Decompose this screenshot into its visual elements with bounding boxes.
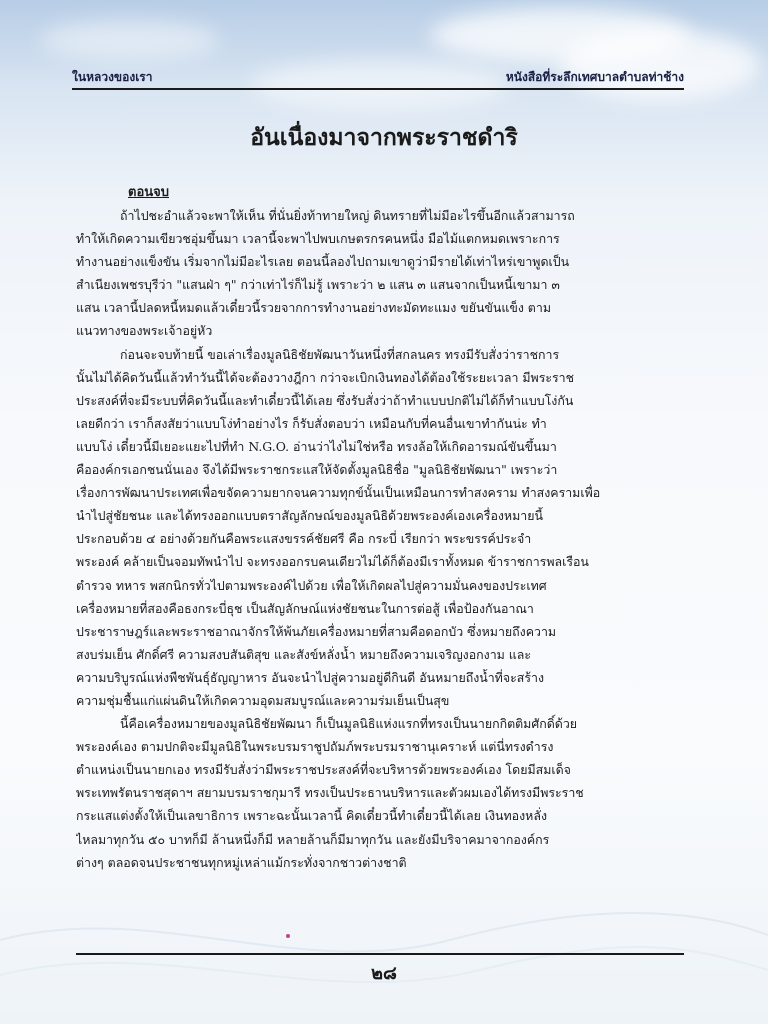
text-line: ถ้าไปชะอำแล้วจะพาให้เห็น ที่นั่นยิ่งท้าทายใหญ่ ดินทรายที่ไม่มีอะไรขึ้นอีกแล้วสามารถ xyxy=(120,208,575,223)
header-divider xyxy=(72,88,684,90)
text-line: นี้คือเครื่องหมายของมูลนิธิชัยพัฒนา ก็เป็นมูลนิธิแห่งแรกที่ทรงเป็นนายกกิตติมศักดิ์ด้วย xyxy=(120,716,578,732)
text-line: แบบโง่ เดี๋ยวนี้มีเยอะแยะไปที่ทำ N.G.O. อ่านว่าไงไม่ใช่หรือ ทรงล้อให้เกิดอารมณ์ขันขึ้นมา xyxy=(76,438,557,454)
running-header xyxy=(72,63,684,87)
text-line: นำไปสู่ชัยชนะ และได้ทรงออกแบบตราสัญลักษณ์ของมูลนิธิด้วยพระองค์เองเครื่องหมายนี้ xyxy=(76,508,543,524)
header-right-title: หนังสือที่ระลึกเทศบาลตำบลท่าช้าง xyxy=(505,70,684,84)
text-line: นั้นไม่ได้คิดวันนี้แล้วทำวันนี้ได้จะต้องวางฎีกา กว่าจะเบิกเงินทองได้ต้องใช้ระยะเวลา มีพระราช xyxy=(76,369,575,385)
text-line: ความบริบูรณ์แห่งพืชพันธุ์ธัญญาหาร อันจะนำไปสู่ความอยู่ดีกินดี อันหมายถึงน้ำที่จะสร้าง xyxy=(76,669,544,685)
text-line: แนวทางของพระเจ้าอยู่หัว xyxy=(76,323,213,339)
text-line: ประกอบด้วย ๔ อย่างด้วยกันคือพระแสงขรรค์ชัยศรี คือ กระบี่ เรียกว่า พระขรรค์ประจำ xyxy=(76,531,532,547)
text-line: กระแสแต่งตั้งให้เป็นเลขาธิการ เพราะฉะนั้นเวลานี้ คิดเดี๋ยวนี้ทำเดี๋ยวนี้ได้เลย เงินทองหลั่ง xyxy=(76,808,547,824)
section-label: ตอนจบ xyxy=(128,185,170,200)
article-body xyxy=(76,182,684,874)
text-line: เลยดีกว่า เราก็สงสัยว่าแบบโง่ทำอย่างไร ก็รับสั่งตอบว่า เหมือนกับที่คนอื่นเขาทำกันน่ะ ทำ xyxy=(76,415,547,431)
text-line: ความชุ่มชื้นแก่แผ่นดินให้เกิดความอุดมสมบูรณ์และความร่มเย็นเป็นสุข xyxy=(76,692,450,708)
text-line: พระองค์ คล้ายเป็นจอมทัพนำไป จะทรงออกรบคนเดียวไม่ได้ก็ต้องมีเราทั้งหมด ข้าราชการพลเรือน xyxy=(76,554,589,570)
paragraph xyxy=(76,712,684,874)
text-line: ต่างๆ ตลอดจนประชาชนทุกหมู่เหล่าแม้กระทั่งจากชาวต่างชาติ xyxy=(76,854,407,870)
text-line: พระองค์เอง ตามปกติจะมีมูลนิธิในพระบรมราชูปถัมภ์พระบรมราชานุเคราะห์ แต่นี่ทรงดำรง xyxy=(76,739,554,755)
wave-decoration xyxy=(0,880,768,1024)
page-number: ๒๘ xyxy=(371,963,397,984)
cloud xyxy=(40,20,220,60)
text-line: ก่อนจะจบท้ายนี้ ขอเล่าเรื่องมูลนิธิชัยพัฒนาวันหนึ่งที่สกลนคร ทรงมีรับสั่งว่าราชการ xyxy=(120,346,560,362)
text-line: เครื่องหมายที่สองคือธงกระบี่ธุช เป็นสัญลักษณ์แห่งชัยชนะในการต่อสู้ เพื่อป้องกันอาณา xyxy=(76,600,534,616)
text-line: พระเทพรัตนราชสุดาฯ สยามบรมราชกุมารี ทรงเป็นประธานบริหารและตัวผมเองได้ทรงมีพระราช xyxy=(76,785,584,801)
text-line: ประสงค์ที่จะมีระบบที่คิดวันนี้และทำเดี๋ยวนี้ได้เลย ซึ่งรับสั่งว่าถ้าทำแบบปกติไม่ได้ก็ทำแบบโง่กัน xyxy=(76,392,574,408)
text-line: เรื่องการพัฒนาประเทศเพื่อขจัดความยากจนความทุกข์นั้นเป็นเหมือนการทำสงคราม ทำสงครามเพื่อ xyxy=(76,485,601,501)
text-line: ทำงานอย่างแข็งขัน เริ่มจากไม่มีอะไรเลย ตอนนี้ลองไปถามเขาดูว่ามีรายได้เท่าไหร่เขาพูดเป็น xyxy=(76,254,570,270)
ink-speck xyxy=(286,934,290,938)
paragraph xyxy=(76,343,684,713)
paragraph-list xyxy=(76,204,684,874)
paragraph xyxy=(76,204,684,343)
text-line: ตำรวจ ทหาร พสกนิกรทั่วไปตามพระองค์ไปด้วย เพื่อให้เกิดผลไปสู่ความมั่นคงของประเทศ xyxy=(76,577,547,593)
text-line: สงบร่มเย็น ศักดิ์ศรี ความสงบสันติสุข และสังข์หลั่งน้ำ หมายถึงความเจริญงอกงาม และ xyxy=(76,646,531,662)
page-title: อันเนื่องมาจากพระราชดำริ xyxy=(250,124,518,151)
text-line: ตำแหน่งเป็นนายกเอง ทรงมีรับสั่งว่ามีพระราชประสงค์ที่จะบริหารด้วยพระองค์เอง โดยมีสมเด็จ xyxy=(76,762,571,778)
text-line: สำเนียงเพชรบุรีว่า "แสนฝ่า ๆ" กว่าเท่าไร่ก็ไม่รู้ เพราะว่า ๒ แสน ๓ แสนจากเป็นหนี้เขามา ๓ xyxy=(76,277,560,293)
text-line: คือองค์กรเอกชนนั่นเอง จึงได้มีพระราชกระแสให้จัดตั้งมูลนิธิชื่อ "มูลนิธิชัยพัฒนา" เพราะว่า xyxy=(76,462,558,478)
text-line: ไหลมาทุกวัน ๕๐ บาทก็มี ล้านหนึ่งก็มี หลายล้านก็มีมาทุกวัน และยังมีบริจาคมาจากองค์กร xyxy=(76,831,550,847)
text-line: แสน เวลานี้ปลดหนี้หมดแล้วเดี๋ยวนี้รวยจากการทำงานอย่างทะมัดทะแมง ขยันขันแข็ง ตาม xyxy=(76,300,551,316)
header-left-title: ในหลวงของเรา xyxy=(72,70,153,84)
text-line: ทำให้เกิดความเขียวชอุ่มขึ้นมา เวลานี้จะพาไปพบเกษตรกรคนหนึ่ง มือไม้แตกหมดเพราะการ xyxy=(76,231,560,247)
text-line: ประชาราษฎร์และพระราชอาณาจักรให้พ้นภัยเครื่องหมายที่สามคือดอกบัว ซึ่งหมายถึงความ xyxy=(76,623,557,639)
footer-divider xyxy=(76,953,684,955)
